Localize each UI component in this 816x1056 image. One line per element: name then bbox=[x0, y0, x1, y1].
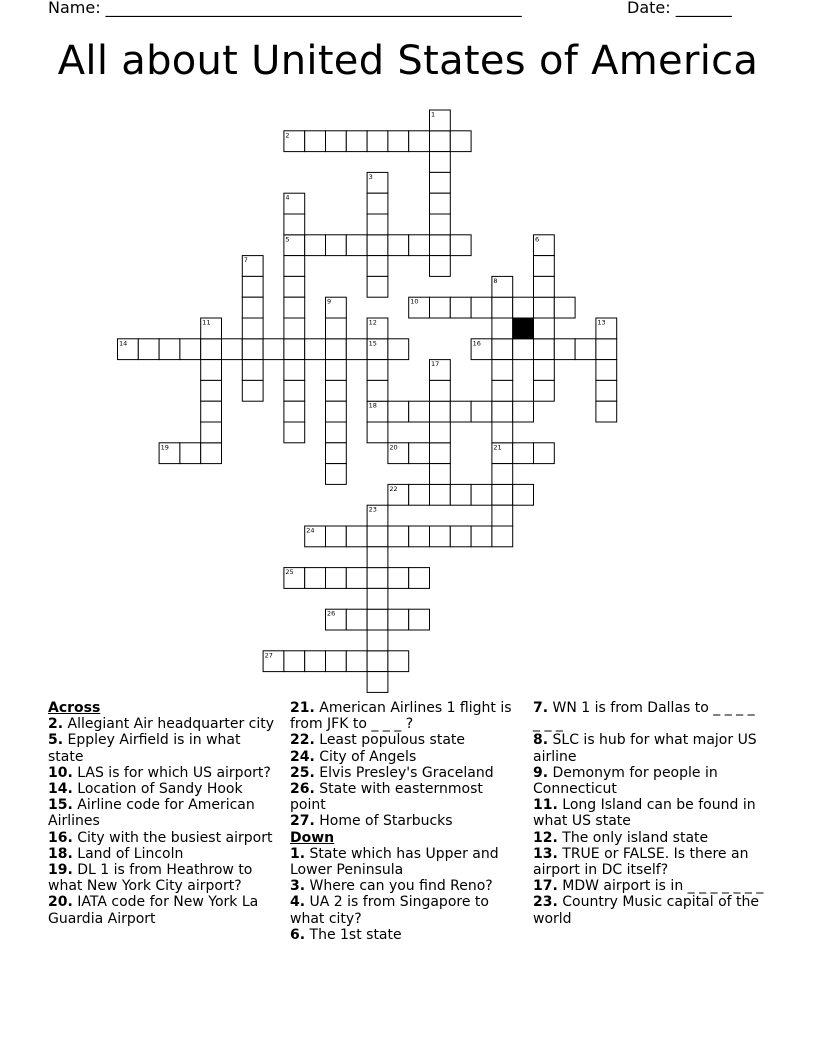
grid-cell-black bbox=[513, 318, 534, 339]
clue-item: 17. MDW airport is in _ _ _ _ _ _ _ bbox=[533, 878, 764, 895]
grid-cell[interactable] bbox=[367, 588, 388, 609]
clue-column-2 bbox=[290, 700, 522, 943]
clue-item: 22. Least populous state bbox=[290, 732, 465, 749]
grid-cell[interactable] bbox=[305, 131, 326, 152]
cell-number: 20 bbox=[389, 443, 398, 452]
grid-cell[interactable] bbox=[430, 401, 451, 422]
clue-item: 8. SLC is hub for what major US airline bbox=[533, 732, 757, 765]
cell-number: 1 bbox=[431, 110, 436, 119]
grid-cell[interactable] bbox=[326, 235, 347, 256]
cell-number: 23 bbox=[368, 505, 377, 514]
grid-cell[interactable] bbox=[534, 297, 555, 318]
grid-cell[interactable] bbox=[430, 297, 451, 318]
cell-number: 17 bbox=[431, 360, 440, 369]
grid-cell[interactable] bbox=[284, 401, 305, 422]
grid-cell[interactable] bbox=[242, 297, 263, 318]
grid-cell[interactable] bbox=[138, 339, 159, 360]
grid-cell[interactable] bbox=[388, 651, 409, 672]
grid-cell[interactable] bbox=[430, 380, 451, 401]
grid-cell[interactable] bbox=[367, 630, 388, 651]
clue-item: 23. Country Music capital of the world bbox=[533, 894, 759, 927]
grid-cell[interactable] bbox=[430, 484, 451, 505]
grid-cell[interactable] bbox=[471, 526, 492, 547]
grid-cell[interactable] bbox=[430, 214, 451, 235]
clue-item: 21. American Airlines 1 flight is from JFK to _ _ _ ? bbox=[290, 700, 512, 733]
clue-item: 3. Where can you find Reno? bbox=[290, 878, 493, 895]
cell-number: 18 bbox=[368, 401, 377, 410]
grid-cell[interactable] bbox=[326, 443, 347, 464]
grid-cell[interactable] bbox=[367, 526, 388, 547]
cell-number: 27 bbox=[264, 651, 273, 660]
grid-cell[interactable] bbox=[284, 380, 305, 401]
grid-cell[interactable] bbox=[513, 484, 534, 505]
down-heading: Down bbox=[290, 829, 335, 846]
grid-cell[interactable] bbox=[450, 235, 471, 256]
grid-cell[interactable] bbox=[492, 401, 513, 422]
clue-item: 6. The 1st state bbox=[290, 926, 402, 943]
grid-cell[interactable] bbox=[492, 339, 513, 360]
grid-cell[interactable] bbox=[388, 568, 409, 589]
grid-cell[interactable] bbox=[450, 526, 471, 547]
cell-number: 11 bbox=[202, 318, 211, 327]
cell-number: 10 bbox=[410, 297, 419, 306]
clue-item: 27. Home of Starbucks bbox=[290, 813, 453, 830]
grid-cell[interactable] bbox=[596, 360, 617, 381]
grid-cell[interactable] bbox=[326, 360, 347, 381]
cell-number: 24 bbox=[306, 526, 315, 535]
grid-cell[interactable] bbox=[388, 401, 409, 422]
grid-cell[interactable] bbox=[284, 651, 305, 672]
grid-cell[interactable] bbox=[367, 568, 388, 589]
cell-number: 7 bbox=[243, 256, 248, 265]
grid-cell[interactable] bbox=[409, 568, 430, 589]
grid-cell[interactable] bbox=[430, 256, 451, 277]
grid-cell[interactable] bbox=[388, 526, 409, 547]
grid-cell[interactable] bbox=[492, 422, 513, 443]
clue-item: 18. Land of Lincoln bbox=[48, 845, 184, 862]
grid-cell[interactable] bbox=[201, 401, 222, 422]
grid-cell[interactable] bbox=[409, 484, 430, 505]
grid-cell[interactable] bbox=[201, 360, 222, 381]
grid-cell[interactable] bbox=[242, 318, 263, 339]
grid-cell[interactable] bbox=[180, 339, 201, 360]
grid-cell[interactable] bbox=[305, 568, 326, 589]
grid-cell[interactable] bbox=[326, 318, 347, 339]
grid-cell[interactable] bbox=[430, 443, 451, 464]
grid-cell[interactable] bbox=[534, 360, 555, 381]
grid-cell[interactable] bbox=[554, 339, 575, 360]
grid-cell[interactable] bbox=[430, 193, 451, 214]
clue-item: 1. State which has Upper and Lower Peninsula bbox=[290, 845, 499, 879]
cell-number: 5 bbox=[285, 235, 290, 244]
grid-cell[interactable] bbox=[513, 339, 534, 360]
grid-cell[interactable] bbox=[284, 422, 305, 443]
cell-number: 3 bbox=[368, 172, 373, 181]
grid-cell[interactable] bbox=[326, 464, 347, 485]
grid-cell[interactable] bbox=[305, 339, 326, 360]
clue-item: 9. Demonym for people in Connecticut bbox=[533, 764, 718, 798]
grid-cell[interactable] bbox=[492, 297, 513, 318]
cell-number: 22 bbox=[389, 484, 398, 493]
grid-cell[interactable] bbox=[242, 360, 263, 381]
cell-number: 19 bbox=[160, 443, 169, 452]
grid-cell[interactable] bbox=[430, 172, 451, 193]
grid-cell[interactable] bbox=[409, 131, 430, 152]
clue-column-1 bbox=[48, 700, 280, 927]
grid-cell[interactable] bbox=[346, 526, 367, 547]
grid-cell[interactable] bbox=[367, 193, 388, 214]
grid-cell[interactable] bbox=[534, 318, 555, 339]
grid-cell[interactable] bbox=[367, 214, 388, 235]
cell-number: 6 bbox=[535, 235, 540, 244]
clue-item: 25. Elvis Presley's Graceland bbox=[290, 764, 494, 781]
grid-cell[interactable] bbox=[513, 443, 534, 464]
grid-cell[interactable] bbox=[284, 276, 305, 297]
grid-cell[interactable] bbox=[388, 339, 409, 360]
grid-cell[interactable] bbox=[326, 568, 347, 589]
grid-cell[interactable] bbox=[367, 651, 388, 672]
grid-cell[interactable] bbox=[575, 339, 596, 360]
grid-cell[interactable] bbox=[513, 401, 534, 422]
grid-cell[interactable] bbox=[180, 443, 201, 464]
grid-cell[interactable] bbox=[554, 297, 575, 318]
grid-cell[interactable] bbox=[367, 672, 388, 693]
grid-cell[interactable] bbox=[409, 443, 430, 464]
grid-cell[interactable] bbox=[471, 484, 492, 505]
cell-number: 25 bbox=[285, 568, 294, 577]
grid-cell[interactable] bbox=[201, 380, 222, 401]
grid-cell[interactable] bbox=[430, 235, 451, 256]
cell-number: 2 bbox=[285, 131, 290, 140]
grid-cell[interactable] bbox=[326, 339, 347, 360]
grid-cell[interactable] bbox=[201, 339, 222, 360]
grid-cell[interactable] bbox=[346, 131, 367, 152]
grid-cell[interactable] bbox=[242, 380, 263, 401]
cell-number: 13 bbox=[597, 318, 606, 327]
grid-cell[interactable] bbox=[388, 235, 409, 256]
grid-cell[interactable] bbox=[409, 526, 430, 547]
grid-cell[interactable] bbox=[284, 297, 305, 318]
grid-cell[interactable] bbox=[367, 422, 388, 443]
grid-cell[interactable] bbox=[346, 609, 367, 630]
grid-cell[interactable] bbox=[388, 609, 409, 630]
clue-item: 4. UA 2 is from Singapore to what city? bbox=[290, 894, 489, 927]
grid-cell[interactable] bbox=[346, 651, 367, 672]
grid-cell[interactable] bbox=[242, 276, 263, 297]
grid-cell[interactable] bbox=[534, 380, 555, 401]
grid-cell[interactable] bbox=[367, 547, 388, 568]
clue-item: 16. City with the busiest airport bbox=[48, 829, 273, 846]
grid-cell[interactable] bbox=[492, 484, 513, 505]
grid-cell[interactable] bbox=[326, 401, 347, 422]
date-field-label: Date: _______ bbox=[627, 0, 732, 17]
cell-number: 15 bbox=[368, 339, 377, 348]
grid-cell[interactable] bbox=[492, 464, 513, 485]
clue-item: 10. LAS is for which US airport? bbox=[48, 764, 271, 781]
cell-number: 8 bbox=[493, 276, 498, 285]
grid-cell[interactable] bbox=[430, 422, 451, 443]
grid-cell[interactable] bbox=[305, 651, 326, 672]
clue-item: 19. DL 1 is from Heathrow to what New York City airport? bbox=[48, 862, 253, 895]
grid-cell[interactable] bbox=[492, 360, 513, 381]
clue-item: 5. Eppley Airfield is in what state bbox=[48, 732, 241, 765]
grid-cell[interactable] bbox=[534, 276, 555, 297]
grid-cell[interactable] bbox=[326, 526, 347, 547]
grid-cell[interactable] bbox=[596, 401, 617, 422]
grid-cell[interactable] bbox=[388, 131, 409, 152]
grid-cell[interactable] bbox=[409, 609, 430, 630]
clue-item: 11. Long Island can be found in what US state bbox=[533, 797, 756, 830]
cell-number: 21 bbox=[493, 443, 502, 452]
cell-number: 16 bbox=[472, 339, 481, 348]
cell-number: 12 bbox=[368, 318, 377, 327]
cell-number: 4 bbox=[285, 193, 290, 202]
grid-cell[interactable] bbox=[596, 339, 617, 360]
cell-number: 26 bbox=[327, 609, 336, 618]
grid-cell[interactable] bbox=[367, 609, 388, 630]
grid-cell[interactable] bbox=[450, 131, 471, 152]
grid-cell[interactable] bbox=[534, 443, 555, 464]
grid-cell[interactable] bbox=[263, 339, 284, 360]
grid-cell[interactable] bbox=[513, 297, 534, 318]
grid-cell[interactable] bbox=[450, 297, 471, 318]
grid-cell[interactable] bbox=[284, 339, 305, 360]
clue-column-3 bbox=[533, 700, 765, 927]
grid-cell[interactable] bbox=[450, 484, 471, 505]
grid-cell[interactable] bbox=[284, 256, 305, 277]
grid-cell[interactable] bbox=[367, 131, 388, 152]
grid-cell[interactable] bbox=[346, 235, 367, 256]
clue-item: 2. Allegiant Air headquarter city bbox=[48, 716, 275, 733]
grid-cell[interactable] bbox=[430, 152, 451, 173]
grid-cell[interactable] bbox=[159, 339, 180, 360]
grid-cell[interactable] bbox=[346, 339, 367, 360]
grid-cell[interactable] bbox=[409, 235, 430, 256]
grid-cell[interactable] bbox=[430, 526, 451, 547]
grid-cell[interactable] bbox=[596, 380, 617, 401]
grid-cell[interactable] bbox=[450, 401, 471, 422]
grid-cell[interactable] bbox=[346, 568, 367, 589]
grid-cell[interactable] bbox=[201, 422, 222, 443]
grid-cell[interactable] bbox=[201, 443, 222, 464]
grid-cell[interactable] bbox=[430, 131, 451, 152]
clue-item: 26. State with easternmost point bbox=[290, 781, 483, 814]
grid-cell[interactable] bbox=[326, 380, 347, 401]
grid-cell[interactable] bbox=[471, 297, 492, 318]
grid-cell[interactable] bbox=[471, 401, 492, 422]
grid-cell[interactable] bbox=[492, 505, 513, 526]
grid-cell[interactable] bbox=[409, 401, 430, 422]
clue-item: 15. Airline code for American Airlines bbox=[48, 797, 255, 830]
clue-item: 7. WN 1 is from Dallas to _ _ _ _ _ _ _ bbox=[533, 700, 755, 733]
grid-cell[interactable] bbox=[305, 235, 326, 256]
grid-cell[interactable] bbox=[492, 380, 513, 401]
clue-item: 14. Location of Sandy Hook bbox=[48, 781, 243, 798]
grid-cell[interactable] bbox=[242, 339, 263, 360]
across-heading: Across bbox=[48, 700, 101, 716]
grid-cell[interactable] bbox=[326, 651, 347, 672]
grid-cell[interactable] bbox=[367, 360, 388, 381]
clue-item: 20. IATA code for New York La Guardia Airport bbox=[48, 894, 259, 927]
grid-cell[interactable] bbox=[534, 339, 555, 360]
grid-cell[interactable] bbox=[367, 235, 388, 256]
grid-cell[interactable] bbox=[430, 464, 451, 485]
grid-cell[interactable] bbox=[284, 318, 305, 339]
cell-number: 9 bbox=[327, 297, 332, 306]
grid-cell[interactable] bbox=[367, 256, 388, 277]
grid-cell[interactable] bbox=[534, 256, 555, 277]
grid-cell[interactable] bbox=[492, 318, 513, 339]
grid-cell[interactable] bbox=[326, 422, 347, 443]
clue-item: 13. TRUE or FALSE. Is there an airport in DC itself? bbox=[533, 845, 749, 879]
grid-cell[interactable] bbox=[492, 526, 513, 547]
page-title: All about United States of America bbox=[57, 38, 759, 84]
grid-cell[interactable] bbox=[222, 339, 243, 360]
grid-cell[interactable] bbox=[367, 276, 388, 297]
grid-cell[interactable] bbox=[367, 380, 388, 401]
grid-cell[interactable] bbox=[284, 360, 305, 381]
name-field-label: Name: ____________________________________________________ bbox=[48, 0, 522, 17]
cell-number: 14 bbox=[119, 339, 128, 348]
clue-item: 12. The only island state bbox=[533, 829, 709, 846]
grid-cell[interactable] bbox=[326, 131, 347, 152]
grid-cell[interactable] bbox=[284, 214, 305, 235]
clue-item: 24. City of Angels bbox=[290, 748, 417, 765]
